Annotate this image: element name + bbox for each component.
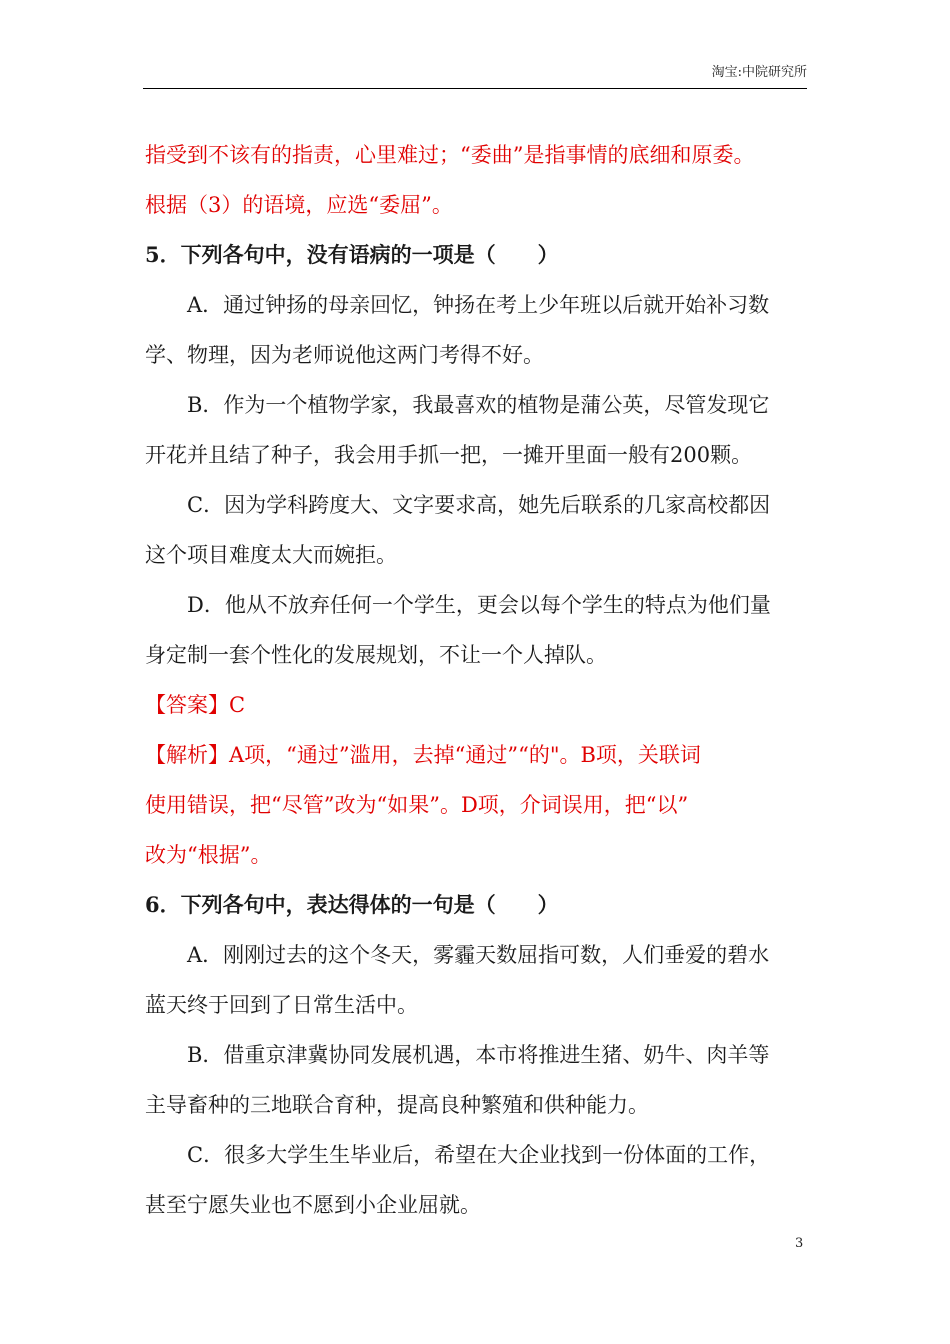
header-source: 淘宝:中院研究所 <box>711 65 807 80</box>
text-line: C．很多大学生生毕业后，希望在大企业找到一份体面的工作， <box>187 1143 771 1167</box>
text-line: B．作为一个植物学家，我最喜欢的植物是蒲公英，尽管发现它 <box>187 393 770 417</box>
text-line: 使用错误，把“尽管”改为“如果”。D项，介词误用，把“以” <box>145 793 689 817</box>
text-line: 6．下列各句中，表达得体的一句是（ ） <box>145 892 559 917</box>
text-line: 根据（3）的语境，应选“委屈”。 <box>145 193 453 217</box>
text-line: 开花并且结了种子，我会用手抓一把，一摊开里面一般有200颗。 <box>145 443 753 467</box>
text-line: 这个项目难度太大而婉拒。 <box>145 543 397 567</box>
page-number: 3 <box>795 1236 804 1251</box>
text-line: 蓝天终于回到了日常生活中。 <box>145 993 418 1017</box>
text-line: 改为“根据”。 <box>145 843 272 867</box>
text-line: A．通过钟扬的母亲回忆，钟扬在考上少年班以后就开始补习数 <box>187 293 770 317</box>
text-line: A．刚刚过去的这个冬天，雾霾天数屈指可数，人们垂爱的碧水 <box>187 943 770 967</box>
text-line: B．借重京津冀协同发展机遇，本市将推进生猪、奶牛、肉羊等 <box>187 1043 770 1067</box>
text-line: 主导畜种的三地联合育种，提高良种繁殖和供种能力。 <box>145 1093 649 1117</box>
text-line: C．因为学科跨度大、文字要求高，她先后联系的几家高校都因 <box>187 493 771 517</box>
text-line: 学、物理，因为老师说他这两门考得不好。 <box>145 343 544 367</box>
document-body <box>145 130 815 1230</box>
text-line: 甚至宁愿失业也不愿到小企业屈就。 <box>145 1193 481 1217</box>
text-line: 指受到不该有的指责，心里难过；“委曲”是指事情的底细和原委。 <box>145 143 755 167</box>
text-line: 【答案】C <box>145 693 246 717</box>
text-line: 5．下列各句中，没有语病的一项是（ ） <box>145 242 559 267</box>
text-line: D．他从不放弃任何一个学生，更会以每个学生的特点为他们量 <box>187 593 771 617</box>
page-header <box>143 66 807 89</box>
text-line: 身定制一套个性化的发展规划，不让一个人掉队。 <box>145 643 607 667</box>
text-line: 【解析】A项，“通过”滥用，去掉“通过”“的"。B项，关联词 <box>145 743 701 767</box>
